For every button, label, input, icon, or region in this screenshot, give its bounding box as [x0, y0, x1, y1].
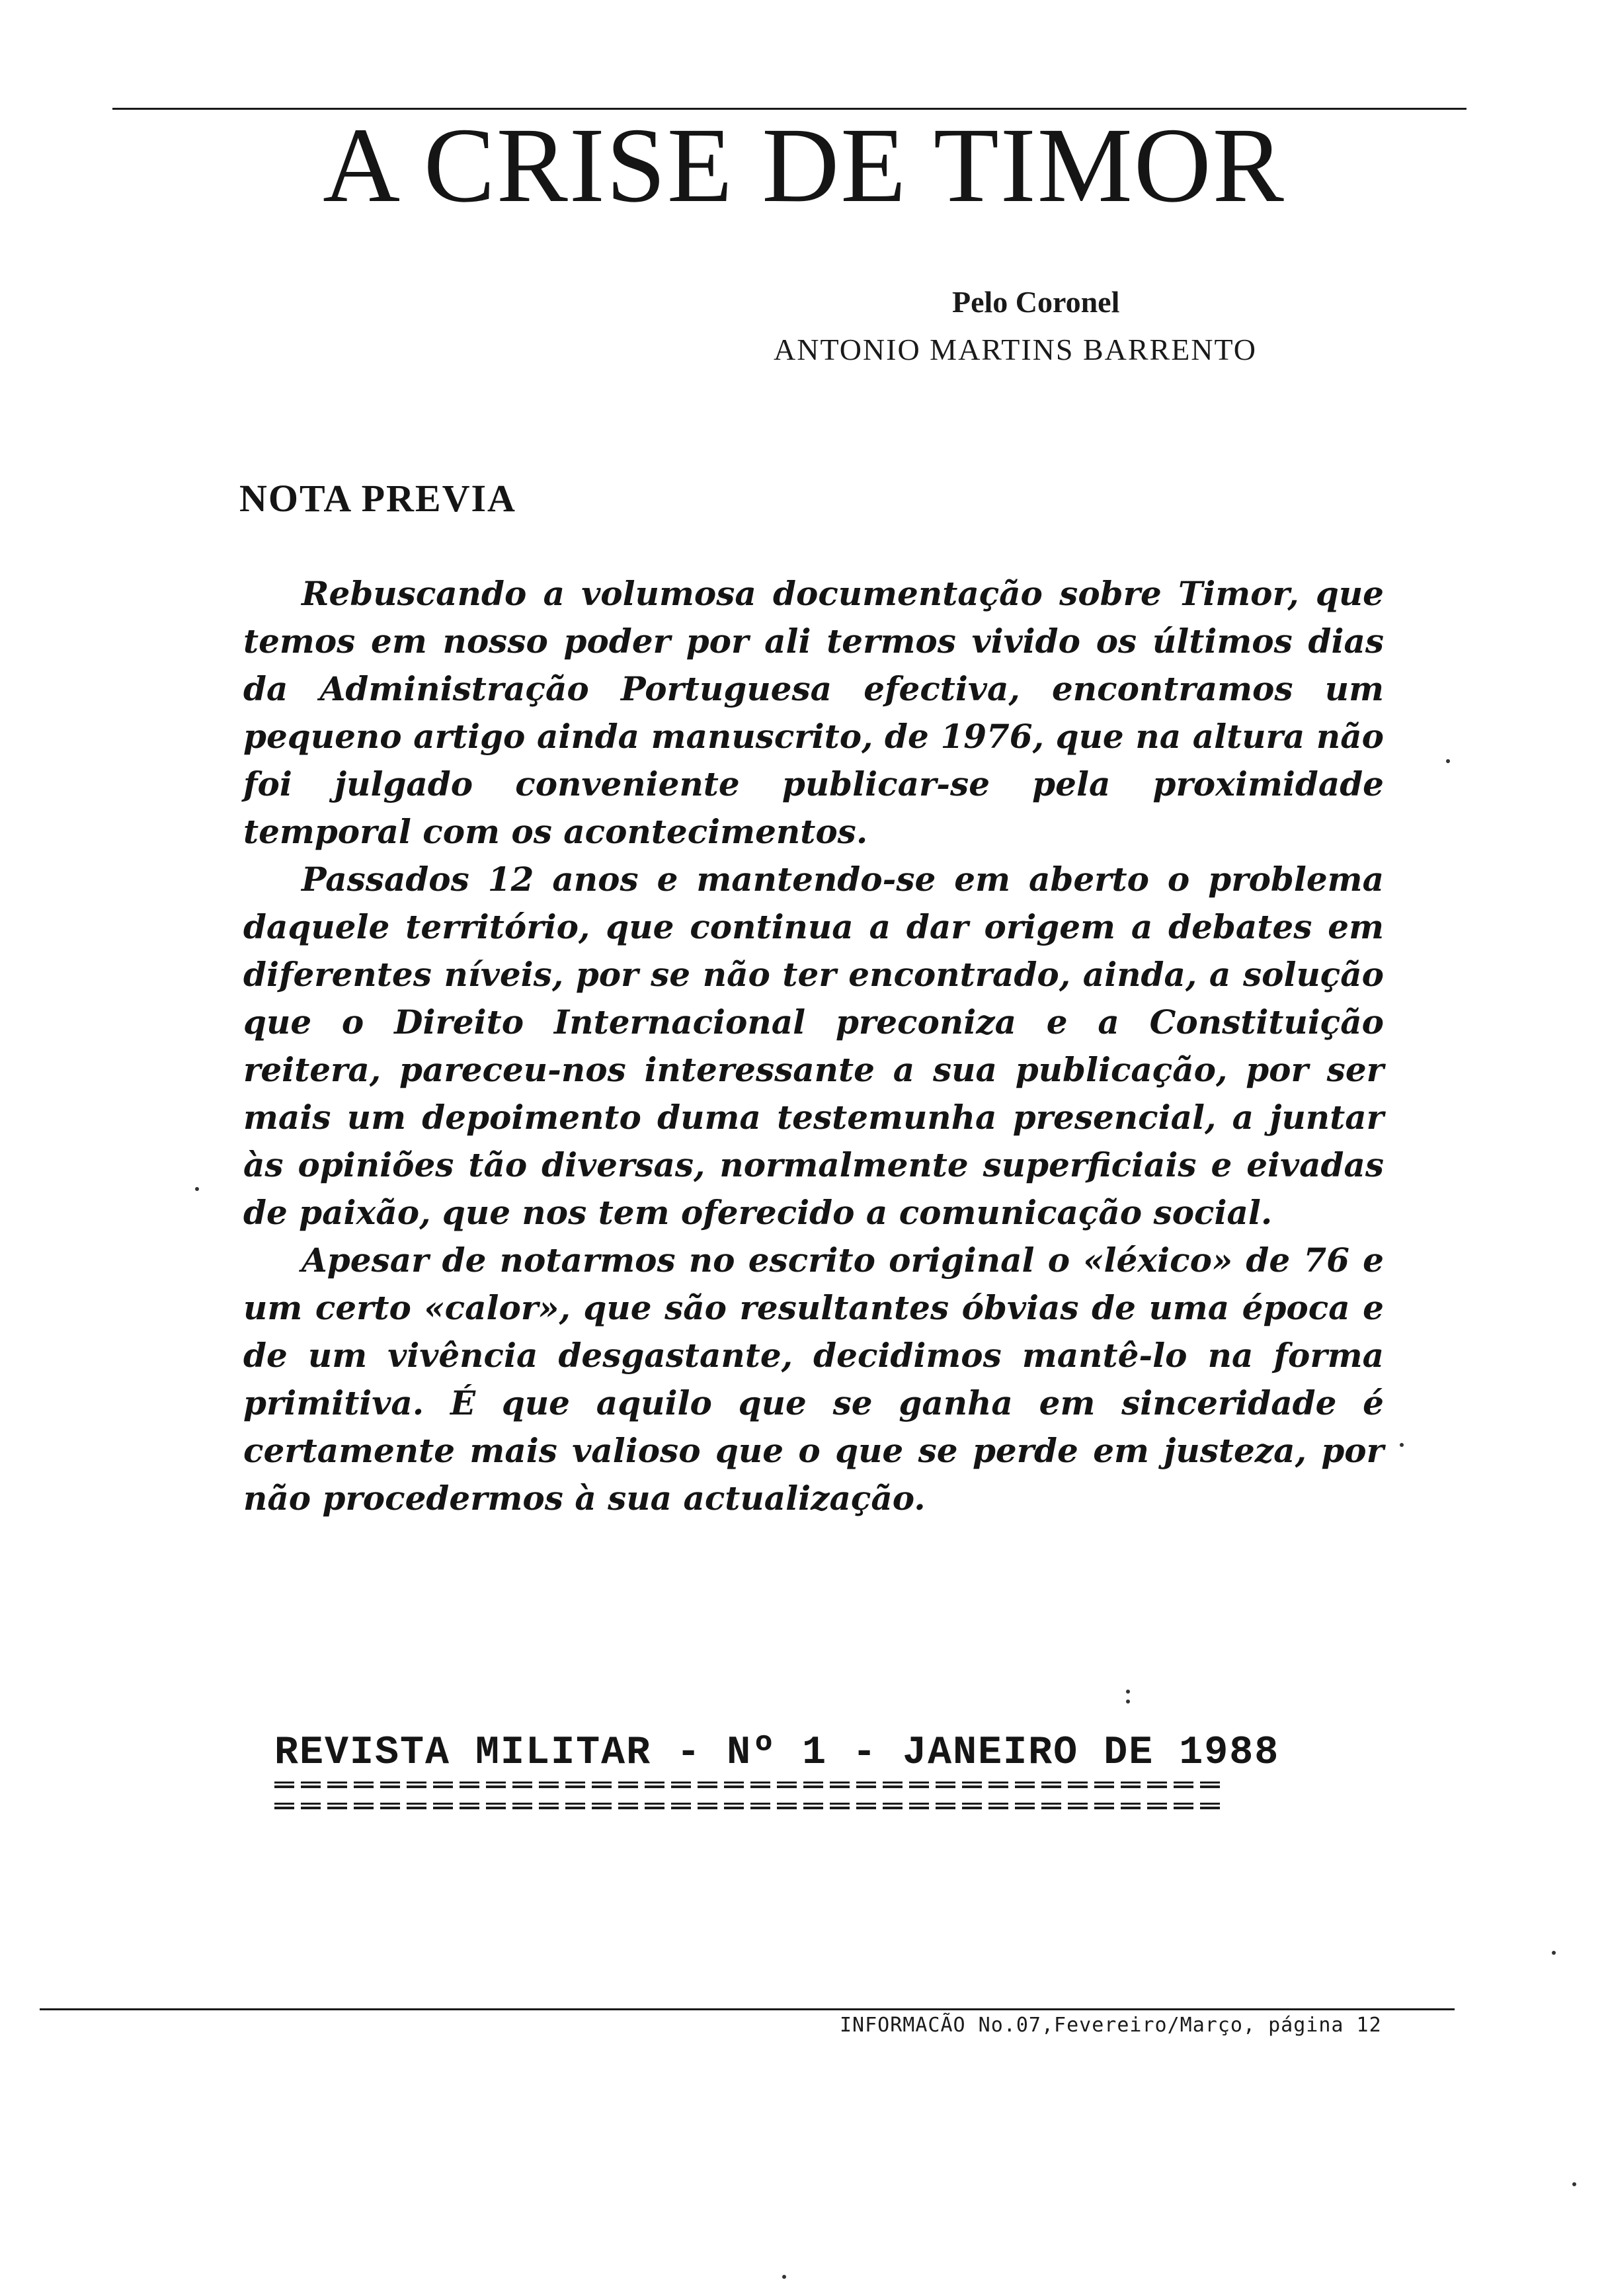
scan-speck — [1400, 1443, 1404, 1447]
citation-underline — [274, 1803, 1223, 1809]
article-title: A CRISE DE TIMOR — [323, 106, 1285, 225]
scan-speck — [1126, 1690, 1130, 1694]
body-paragraph: Passados 12 anos e mantendo-se em aberto o problema daquele território, que continua a dar origem a debates em diferentes níveis, por se não ter encontrado, ainda, a solução que o Direito Internacional preconiza e a Constituição reitera, pareceu-nos interessante a sua publicação, por ser mais um depoimento duma testemunha presencial, a juntar às opiniões tão diversas, normalmente superficiais e eivadas de paixão, que nos tem oferecido a comunicação social. — [243, 860, 1384, 1232]
scan-speck — [1126, 1700, 1130, 1703]
author-rank: Pelo Coronel — [952, 285, 1120, 319]
scan-speck — [782, 2275, 786, 2279]
body-paragraph: Apesar de notarmos no escrito original o «léxico» de 76 e um certo «calor», que são resultantes óbvias de uma época e de um vivência desgastante, decidimos mantê-lo na forma primitiva. É que aquilo que se ganha em sinceridade é certamente mais valioso que o que se perde em justeza, por não procedermos à sua actualização. — [243, 1241, 1384, 1518]
scan-speck — [195, 1187, 199, 1191]
scan-speck — [1552, 1951, 1556, 1955]
section-heading: NOTA PREVIA — [239, 477, 516, 520]
footer-page-reference: INFORMACÃO No.07,Fevereiro/Março, página 12 — [840, 2014, 1382, 2037]
scan-speck — [1446, 759, 1450, 763]
article-body — [243, 570, 1384, 1522]
source-citation: REVISTA MILITAR - Nº 1 - JANEIRO DE 1988 — [274, 1731, 1280, 1776]
body-paragraph: Rebuscando a volumosa documentação sobre Timor, que temos em nosso poder por ali termos vivido os últimos dias da Administração Portuguesa efectiva, encontramos um pequeno artigo ainda manuscrito, de 1976, que na altura não foi julgado conveniente publicar-se pela proximidade temporal com os acontecimentos. — [243, 574, 1384, 851]
citation-underline — [274, 1782, 1223, 1788]
bottom-rule — [40, 2008, 1455, 2010]
author-name: ANTONIO MARTINS BARRENTO — [774, 333, 1258, 366]
scan-speck — [1572, 2182, 1576, 2186]
